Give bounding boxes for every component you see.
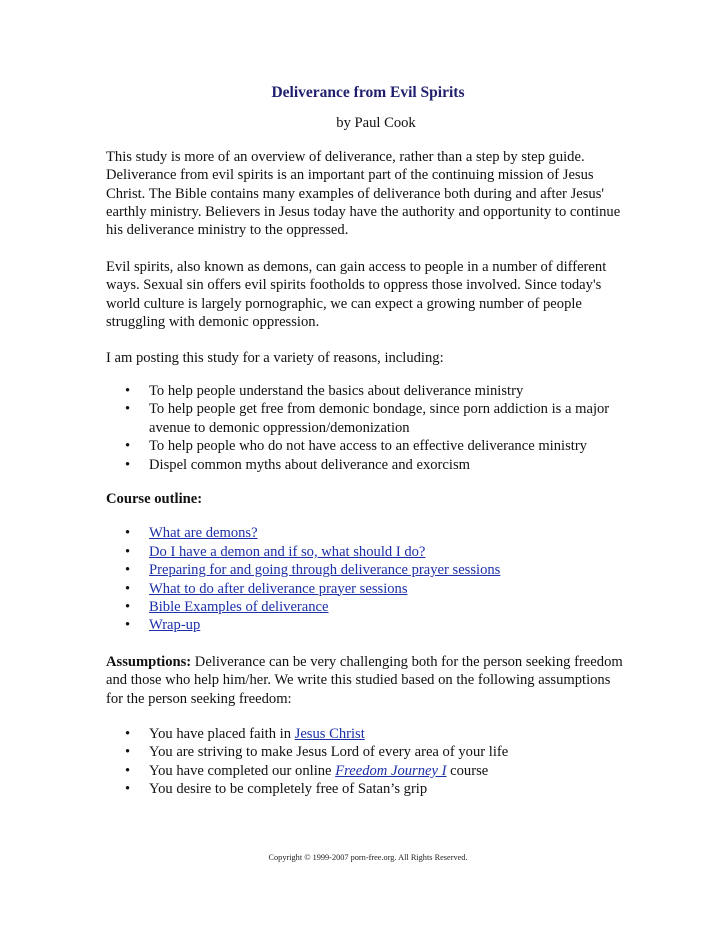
assumptions-list (106, 725, 626, 799)
list-item: • You are striving to make Jesus Lord of every area of your life (106, 743, 626, 761)
outline-list (106, 524, 626, 634)
outline-item (106, 616, 626, 634)
outline-link-bible-examples[interactable]: Bible Examples of deliverance (149, 598, 329, 615)
reasons-intro: I am posting this study for a variety of reasons, including: (106, 350, 444, 367)
intro-paragraph-2: Evil spirits, also known as demons, can gain access to people in a number of different ways. Sexual sin offers evil spirits footholds to oppress those involved. Since today's world culture is largely pornographic, we can expect a growing number of people struggling with demonic oppression. (106, 258, 607, 331)
document-page (106, 84, 626, 817)
reasons-list (106, 382, 626, 474)
list-item: • You desire to be completely free of Satan’s grip (106, 780, 626, 798)
intro-paragraph-1: This study is more of an overview of deliverance, rather than a step by step guide. Deliverance from evil spirits is an important part of the continuing mission of Jesus Christ. The Bible contains many examples of deliverance both during and after Jesus' earthly ministry. Believers in Jesus today have the authority and opportunity to continue his deliverance ministry to the oppressed. (106, 148, 621, 239)
document-author: by Paul Cook (336, 115, 416, 132)
list-item: • Dispel common myths about deliverance and exorcism (106, 456, 626, 474)
outline-link-what-are-demons[interactable]: What are demons? (149, 525, 258, 542)
assumption-text: You have placed faith in (149, 725, 295, 742)
outline-item (106, 524, 626, 542)
outline-link-after-sessions[interactable]: What to do after deliverance prayer sessions (149, 580, 408, 597)
list-item: • To help people get free from demonic bondage, since porn addiction is a major avenue to demonic oppression/demonization (106, 400, 626, 437)
assumptions-text: Deliverance can be very challenging both for the person seeking freedom and those who help him/her. We write this studied based on the following assumptions for the person seeking freedom: (106, 653, 623, 707)
outline-link-preparing-sessions[interactable]: Preparing for and going through deliverance prayer sessions (149, 562, 501, 579)
assumption-text: You have completed our online (149, 762, 336, 779)
copyright-footer: Copyright © 1999-2007 porn-free.org. All Rights Reserved. (268, 853, 468, 862)
list-item: • To help people who do not have access to an effective deliverance ministry (106, 437, 626, 455)
assumptions-label: Assumptions: (106, 653, 192, 670)
jesus-christ-link[interactable]: Jesus Christ (294, 725, 365, 742)
document-title: Deliverance from Evil Spirits (271, 84, 465, 101)
assumption-text: course (446, 762, 489, 779)
outline-item (106, 561, 626, 579)
outline-link-do-i-have-a-demon[interactable]: Do I have a demon and if so, what should I do? (149, 543, 426, 560)
outline-link-wrap-up[interactable]: Wrap-up (149, 617, 201, 634)
assumptions-paragraph (106, 653, 626, 708)
list-item (106, 725, 626, 743)
outline-heading: Course outline: (106, 490, 203, 507)
freedom-journey-link[interactable]: Freedom Journey I (335, 762, 447, 779)
list-item (106, 762, 626, 780)
outline-item (106, 543, 626, 561)
outline-item (106, 598, 626, 616)
outline-item (106, 580, 626, 598)
list-item: • To help people understand the basics about deliverance ministry (106, 382, 626, 400)
